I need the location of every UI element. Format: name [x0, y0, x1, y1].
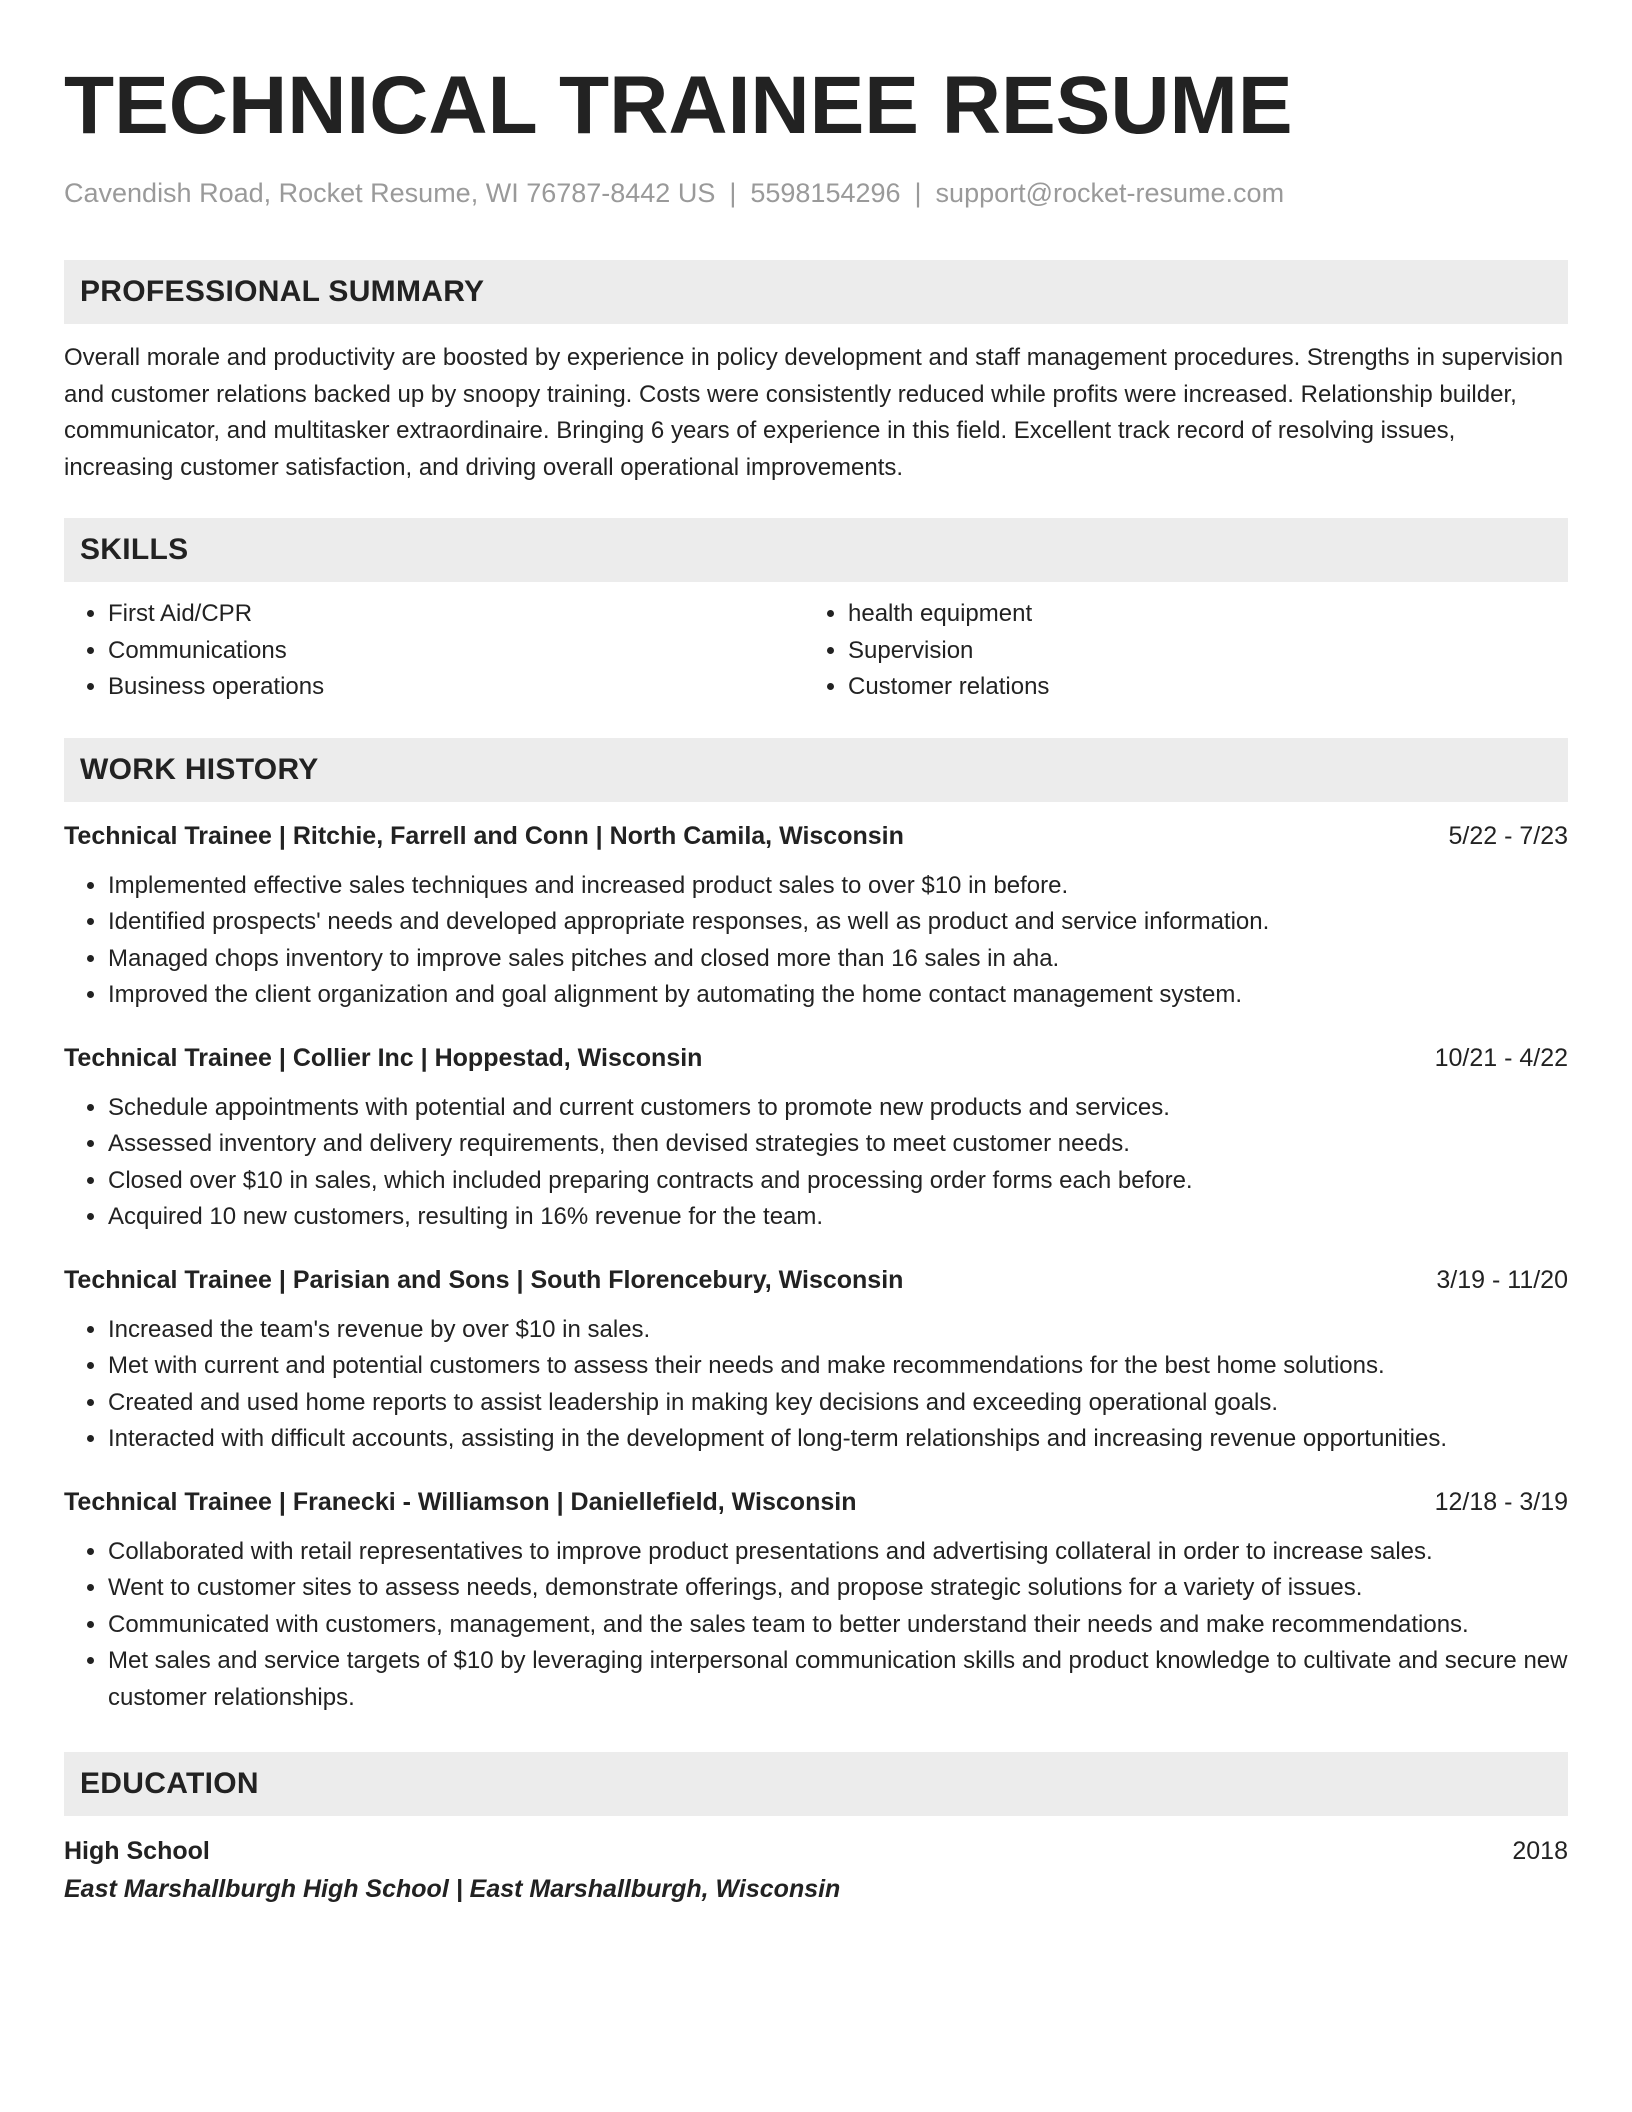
job-entry [64, 818, 1568, 1014]
contact-phone: 5598154296 [750, 178, 901, 208]
job-title: Technical Trainee | Collier Inc | Hoppestad, Wisconsin [64, 1043, 703, 1072]
job-title: Technical Trainee | Ritchie, Farrell and Conn | North Camila, Wisconsin [64, 821, 904, 850]
job-heading [64, 1040, 1568, 1076]
skills-column-left [64, 596, 804, 706]
skills-column-right [804, 596, 1568, 706]
job-entry [64, 1262, 1568, 1458]
job-bullet: • Acquired 10 new customers, resulting in 16% revenue for the team. [108, 1199, 1568, 1236]
job-dates: 3/19 - 11/20 [1436, 1265, 1568, 1294]
job-bullet: • Improved the client organization and goal alignment by automating the home contact management system. [108, 977, 1568, 1014]
skills-list [64, 596, 1568, 706]
job-bullets [64, 1312, 1568, 1458]
job-bullet: • Met sales and service targets of $10 by leveraging interpersonal communication skills and product knowledge to cultivate and secure new customer relationships. [108, 1643, 1568, 1716]
skill-item: • Supervision [848, 633, 1568, 670]
job-bullet: • Managed chops inventory to improve sales pitches and closed more than 16 sales in aha. [108, 941, 1568, 978]
job-bullet: • Increased the team's revenue by over $10 in sales. [108, 1312, 1568, 1349]
job-heading [64, 1262, 1568, 1298]
education-entry [64, 1832, 1568, 1908]
job-bullet: • Communicated with customers, management, and the sales team to better understand their needs and make recommendations. [108, 1607, 1568, 1644]
summary-text: Overall morale and productivity are boosted by experience in policy development and staff management procedures. Strengths in supervision and customer relations backed up by snoopy training. Costs were consistently reduced while profits were increased. Relationship builder, communicator, and multitasker extraordinaire. Bringing 6 years of experience in this field. Excellent track record of resolving issues, increasing customer satisfaction, and driving overall operational improvements. [64, 344, 1564, 481]
education-heading [64, 1832, 1568, 1870]
job-bullet: • Interacted with difficult accounts, assisting in the development of long-term relationships and increasing revenue opportunities. [108, 1421, 1568, 1458]
job-bullet: • Went to customer sites to assess needs, demonstrate offerings, and propose strategic solutions for a variety of issues. [108, 1570, 1568, 1607]
contact-address: Cavendish Road, Rocket Resume, WI 76787-8442 US [64, 178, 716, 208]
job-bullet: • Identified prospects' needs and developed appropriate responses, as well as product and service information. [108, 904, 1568, 941]
job-dates: 12/18 - 3/19 [1434, 1487, 1568, 1516]
education-degree: High School [64, 1837, 210, 1865]
job-dates: 5/22 - 7/23 [1448, 821, 1568, 850]
job-bullet: • Collaborated with retail representatives to improve product presentations and advertising collateral in order to increase sales. [108, 1534, 1568, 1571]
job-entry [64, 1040, 1568, 1236]
job-bullets [64, 1534, 1568, 1717]
section-header-skills: SKILLS [64, 518, 1568, 582]
education-year: 2018 [1512, 1837, 1568, 1865]
contact-email: support@rocket-resume.com [935, 178, 1285, 208]
job-bullet: • Assessed inventory and delivery requirements, then devised strategies to meet customer needs. [108, 1126, 1568, 1163]
job-heading [64, 1484, 1568, 1520]
contact-line [64, 176, 1568, 210]
section-header-summary: PROFESSIONAL SUMMARY [64, 260, 1568, 324]
job-bullet: • Created and used home reports to assist leadership in making key decisions and exceeding operational goals. [108, 1385, 1568, 1422]
skill-item: • Communications [108, 633, 804, 670]
education-school: East Marshallburgh High School | East Marshallburgh, Wisconsin [64, 1875, 841, 1903]
job-title: Technical Trainee | Franecki - Williamson | Daniellefield, Wisconsin [64, 1487, 857, 1516]
job-title: Technical Trainee | Parisian and Sons | South Florencebury, Wisconsin [64, 1265, 904, 1294]
job-bullet: • Closed over $10 in sales, which included preparing contracts and processing order forms each before. [108, 1163, 1568, 1200]
job-heading [64, 818, 1568, 854]
job-bullets [64, 868, 1568, 1014]
job-dates: 10/21 - 4/22 [1434, 1043, 1568, 1072]
skill-item: • Business operations [108, 669, 804, 706]
job-bullet: • Schedule appointments with potential and current customers to promote new products and services. [108, 1090, 1568, 1127]
contact-separator: | [729, 178, 737, 208]
skill-item: • First Aid/CPR [108, 596, 804, 633]
job-bullet: • Met with current and potential customers to assess their needs and make recommendations for the best home solutions. [108, 1348, 1568, 1385]
contact-separator: | [914, 178, 922, 208]
job-bullets [64, 1090, 1568, 1236]
skill-item: • health equipment [848, 596, 1568, 633]
resume-title: TECHNICAL TRAINEE RESUME [64, 60, 1293, 151]
section-header-education: EDUCATION [64, 1752, 1568, 1816]
skill-item: • Customer relations [848, 669, 1568, 706]
section-header-work-history: WORK HISTORY [64, 738, 1568, 802]
job-entry [64, 1484, 1568, 1717]
job-bullet: • Implemented effective sales techniques and increased product sales to over $10 in before. [108, 868, 1568, 905]
